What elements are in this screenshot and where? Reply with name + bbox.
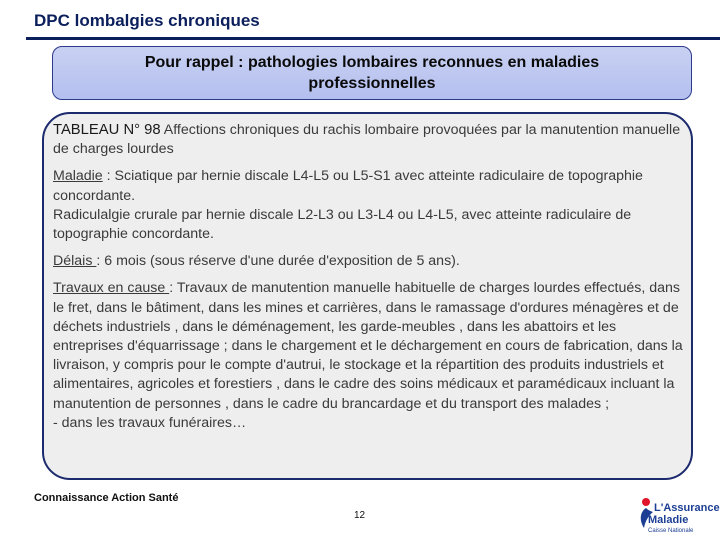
tableau-paragraph [53,121,683,159]
travaux-label: Travaux en cause [53,280,170,297]
header-divider [26,37,720,40]
logo-line-3: Caisse Nationale [648,528,694,534]
delais-text: : 6 mois (sous réserve d'une durée d'exposition de 5 ans). [96,253,460,270]
delais-paragraph [53,252,683,271]
maladie-paragraph [53,167,683,244]
tableau-label: TABLEAU N° 98 [53,122,161,138]
section-banner [52,46,692,100]
logo-line-2: Maladie [648,514,689,526]
assurance-maladie-logo [636,492,718,538]
content-body [53,121,683,441]
maladie-label: Maladie [53,168,103,185]
page-title: DPC lombalgies chroniques [34,11,260,30]
travaux-text-2: - dans les travaux funéraires… [53,414,247,431]
logo-line-1: L'Assurance [654,502,720,514]
delais-label: Délais [53,253,97,270]
tableau-text: Affections chroniques du rachis lombaire provoquées par la manutention manuelle de charges lourdes [53,122,681,158]
banner-text: Pour rappel : pathologies lombaires reconnues en maladies professionnelles [144,54,600,92]
travaux-paragraph [53,279,683,433]
travaux-text: : Travaux de manutention manuelle habituelle de charges lourdes effectués, dans le fret, dans le bâtiment, dans les mines et carrières, dans le ramassage d'ordures ménagères et de déchets industriels , dans le déménagement, les garde-meubles , dans les abattoirs et les entreprises d'équarrissage ; dans le chargement et le déchargement en cours de fabrication, dans la livraison, y compris pour le compte d'autrui, le stockage et la répartition des produits industriels et alimentaires, agricoles et forestiers , dans le cadre des soins médicaux et paramédicaux incluant la manutention de personnes , dans le cadre du brancardage et du transport des malades ; [53,280,683,412]
footer-org: Connaissance Action Santé [34,492,179,504]
maladie-text-2: Radiculalgie crurale par hernie discale L2-L3 ou L3-L4 ou L4-L5, avec atteinte radiculaire de topographie concordante. [53,206,632,243]
page-number: 12 [354,510,366,521]
maladie-text: : Sciatique par hernie discale L4-L5 ou L5-S1 avec atteinte radiculaire de topographie concordante. [53,168,643,204]
